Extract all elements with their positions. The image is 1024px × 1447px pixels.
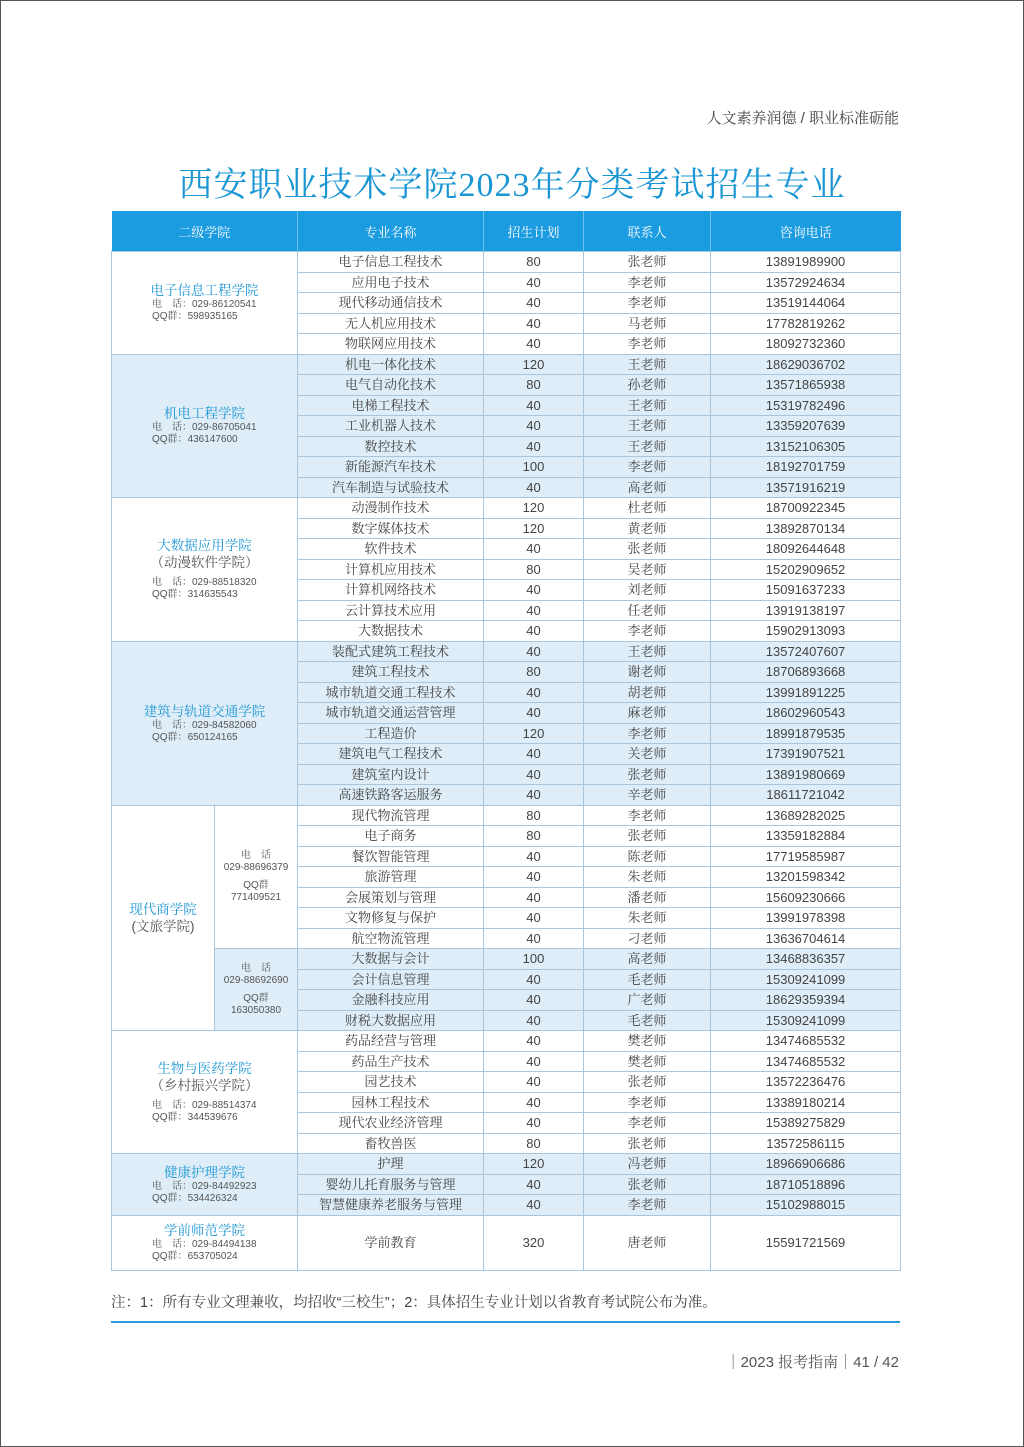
contact-phone: 13474685532 [711, 1031, 901, 1052]
plan-count: 40 [484, 436, 584, 457]
plan-count: 40 [484, 846, 584, 867]
contact-phone: 18602960543 [711, 703, 901, 724]
major-name: 园艺技术 [298, 1072, 484, 1093]
major-name: 电梯工程技术 [298, 395, 484, 416]
plan-count: 40 [484, 928, 584, 949]
major-name: 云计算技术应用 [298, 600, 484, 621]
plan-count: 40 [484, 416, 584, 437]
majors-table [111, 211, 901, 1271]
col-contact: 联系人 [584, 211, 711, 252]
major-name: 畜牧兽医 [298, 1133, 484, 1154]
contact-person: 朱老师 [584, 908, 711, 929]
major-name: 高速铁路客运服务 [298, 785, 484, 806]
plan-count: 40 [484, 293, 584, 314]
college-name: 机电工程学院 [164, 406, 245, 422]
plan-count: 40 [484, 908, 584, 929]
contact-person: 马老师 [584, 313, 711, 334]
contact-phone: 13991978398 [711, 908, 901, 929]
college-name: 学前师范学院 [164, 1223, 245, 1238]
plan-count: 80 [484, 1133, 584, 1154]
table-row [112, 949, 901, 970]
contact-person: 黄老师 [584, 518, 711, 539]
plan-count: 40 [484, 887, 584, 908]
contact-person: 杜老师 [584, 498, 711, 519]
contact-phone: 13468836357 [711, 949, 901, 970]
college-phone [112, 720, 297, 732]
phone-value: 029-86705041 [192, 422, 257, 434]
col-plan: 招生计划 [484, 211, 584, 252]
contact-phone: 15609230666 [711, 887, 901, 908]
major-name: 汽车制造与试验技术 [298, 477, 484, 498]
phone-value: 029-84582060 [192, 719, 257, 731]
phone-label: 电 话： [152, 1100, 192, 1111]
contact-phone: 15389275829 [711, 1113, 901, 1134]
plan-count: 40 [484, 395, 584, 416]
qq-label: QQ群： [152, 1192, 188, 1204]
contact-person: 张老师 [584, 539, 711, 560]
major-name: 工业机器人技术 [298, 416, 484, 437]
plan-count: 40 [484, 867, 584, 888]
phone-value: 029-88518320 [192, 577, 257, 589]
plan-count: 40 [484, 764, 584, 785]
contact-person: 唐老师 [584, 1215, 711, 1270]
contact-person: 潘老师 [584, 887, 711, 908]
college-phone [112, 1181, 297, 1193]
contact-person: 朱老师 [584, 867, 711, 888]
col-college: 二级学院 [112, 211, 298, 252]
qq-value: 163050380 [230, 1004, 282, 1016]
college-cell [112, 354, 298, 498]
plan-count: 100 [484, 457, 584, 478]
divider [111, 1321, 900, 1323]
contact-phone: 13689282025 [711, 805, 901, 826]
phone-label: 电 话： [152, 1239, 192, 1250]
contact-phone: 13359182884 [711, 826, 901, 847]
major-name: 智慧健康养老服务与管理 [298, 1195, 484, 1216]
qq-label: QQ群： [152, 311, 188, 323]
plan-count: 40 [484, 682, 584, 703]
contact-phone: 18700922345 [711, 498, 901, 519]
major-name: 建筑室内设计 [298, 764, 484, 785]
contact-phone: 18710518896 [711, 1174, 901, 1195]
college-cell [112, 1154, 298, 1216]
major-name: 无人机应用技术 [298, 313, 484, 334]
contact-person: 王老师 [584, 395, 711, 416]
plan-count: 80 [484, 375, 584, 396]
contact-phone: 17719585987 [711, 846, 901, 867]
contact-person: 谢老师 [584, 662, 711, 683]
page-title: 西安职业技术学院2023年分类考试招生专业 [178, 167, 846, 204]
contact-phone: 13359207639 [711, 416, 901, 437]
college-phone [112, 577, 297, 589]
major-name: 建筑电气工程技术 [298, 744, 484, 765]
contact-person: 王老师 [584, 641, 711, 662]
major-name: 旅游管理 [298, 867, 484, 888]
phone-label: 电 话： [152, 577, 192, 589]
major-name: 城市轨道交通运营管理 [298, 703, 484, 724]
contact-phone: 17391907521 [711, 744, 901, 765]
plan-count: 80 [484, 826, 584, 847]
phone-label: 电 话 [241, 849, 271, 861]
table-row [112, 641, 901, 662]
plan-count: 80 [484, 805, 584, 826]
phone-value: 029-88696379 [223, 861, 289, 873]
table-header [112, 211, 901, 252]
college-qq [112, 1193, 297, 1205]
college-cell [112, 498, 298, 642]
plan-count: 40 [484, 313, 584, 334]
major-name: 金融科技应用 [298, 990, 484, 1011]
contact-phone: 13519144064 [711, 293, 901, 314]
plan-count: 40 [484, 1092, 584, 1113]
major-name: 现代物流管理 [298, 805, 484, 826]
college-name: 大数据应用学院 [157, 538, 252, 554]
plan-count: 40 [484, 580, 584, 601]
table-row [112, 1215, 901, 1270]
contact-person: 李老师 [584, 1092, 711, 1113]
contact-phone: 18092732360 [711, 334, 901, 355]
plan-count: 40 [484, 1072, 584, 1093]
contact-person: 胡老师 [584, 682, 711, 703]
college-name: 电子信息工程学院 [150, 283, 259, 299]
plan-count: 80 [484, 252, 584, 273]
contact-phone: 13991891225 [711, 682, 901, 703]
plan-count: 40 [484, 272, 584, 293]
plan-count: 120 [484, 354, 584, 375]
plan-count: 40 [484, 1174, 584, 1195]
table-row [112, 1154, 901, 1175]
major-name: 城市轨道交通工程技术 [298, 682, 484, 703]
contact-person: 樊老师 [584, 1051, 711, 1072]
major-name: 计算机网络技术 [298, 580, 484, 601]
major-name: 会计信息管理 [298, 969, 484, 990]
plan-count: 40 [484, 641, 584, 662]
contact-person: 王老师 [584, 354, 711, 375]
qq-label: QQ群： [152, 1251, 188, 1262]
contact-phone: 13152106305 [711, 436, 901, 457]
plan-count: 40 [484, 1195, 584, 1216]
contact-person: 广老师 [584, 990, 711, 1011]
contact-person: 张老师 [584, 252, 711, 273]
contact-person: 刘老师 [584, 580, 711, 601]
contact-person: 李老师 [584, 1195, 711, 1216]
college-subname: （乡村振兴学院） [150, 1078, 259, 1093]
page-number: ｜2023 报考指南｜41 / 42 [725, 1354, 899, 1371]
contact-phone: 13572236476 [711, 1072, 901, 1093]
contact-person: 李老师 [584, 334, 711, 355]
plan-count: 80 [484, 662, 584, 683]
contact-phone: 18092644648 [711, 539, 901, 560]
major-name: 工程造价 [298, 723, 484, 744]
college-name: 健康护理学院 [164, 1164, 245, 1180]
contact-phone: 15591721569 [711, 1215, 901, 1270]
phone-label: 电 话： [152, 719, 192, 731]
college-qq [112, 1251, 297, 1263]
contact-phone: 15309241099 [711, 1010, 901, 1031]
plan-count: 120 [484, 498, 584, 519]
contact-phone: 13474685532 [711, 1051, 901, 1072]
plan-count: 40 [484, 990, 584, 1011]
college-phone [112, 422, 297, 434]
contact-person: 辛老师 [584, 785, 711, 806]
plan-count: 40 [484, 1051, 584, 1072]
college-qq [112, 311, 297, 323]
major-name: 电子信息工程技术 [298, 252, 484, 273]
contact-phone: 15202909652 [711, 559, 901, 580]
qq-value: 344539676 [187, 1112, 238, 1123]
plan-count: 40 [484, 600, 584, 621]
plan-count: 40 [484, 539, 584, 560]
contact-person: 毛老师 [584, 1010, 711, 1031]
college-qq [112, 589, 297, 601]
college-cell [112, 805, 215, 1031]
plan-count: 40 [484, 1031, 584, 1052]
college-cell [112, 1031, 298, 1154]
college-phone [112, 1100, 297, 1112]
table-row [112, 1031, 901, 1052]
col-major: 专业名称 [298, 211, 484, 252]
contact-phone: 15102988015 [711, 1195, 901, 1216]
contact-person: 张老师 [584, 764, 711, 785]
major-name: 餐饮智能管理 [298, 846, 484, 867]
college-cell [112, 641, 298, 805]
subgroup-contact-cell [215, 805, 298, 949]
contact-phone: 15319782496 [711, 395, 901, 416]
contact-phone: 17782819262 [711, 313, 901, 334]
major-name: 药品生产技术 [298, 1051, 484, 1072]
table-row [112, 252, 901, 273]
contact-person: 李老师 [584, 293, 711, 314]
contact-person: 任老师 [584, 600, 711, 621]
contact-person: 李老师 [584, 272, 711, 293]
plan-count: 40 [484, 1113, 584, 1134]
contact-person: 张老师 [584, 826, 711, 847]
plan-count: 120 [484, 723, 584, 744]
contact-person: 李老师 [584, 1113, 711, 1134]
contact-person: 王老师 [584, 416, 711, 437]
phone-value: 029-84494138 [192, 1239, 257, 1250]
phone-label: 电 话： [152, 299, 192, 311]
college-phone [112, 299, 297, 311]
major-name: 文物修复与保护 [298, 908, 484, 929]
contact-person: 王老师 [584, 436, 711, 457]
contact-person: 关老师 [584, 744, 711, 765]
major-name: 建筑工程技术 [298, 662, 484, 683]
college-name: 生物与医药学院 [157, 1061, 252, 1076]
table-row [112, 354, 901, 375]
plan-count: 120 [484, 1154, 584, 1175]
college-cell [112, 1215, 298, 1270]
qq-value: 771409521 [230, 891, 282, 903]
phone-value: 029-84492923 [192, 1180, 257, 1192]
qq-label: QQ群： [152, 589, 188, 601]
contact-phone: 18706893668 [711, 662, 901, 683]
major-name: 新能源汽车技术 [298, 457, 484, 478]
qq-label: QQ群： [152, 1112, 188, 1123]
plan-count: 40 [484, 621, 584, 642]
contact-person: 李老师 [584, 805, 711, 826]
major-name: 大数据技术 [298, 621, 484, 642]
contact-person: 刁老师 [584, 928, 711, 949]
major-name: 园林工程技术 [298, 1092, 484, 1113]
contact-phone: 13891980669 [711, 764, 901, 785]
phone-value: 029-86120541 [192, 299, 257, 311]
major-name: 现代移动通信技术 [298, 293, 484, 314]
phone-value: 029-88692690 [223, 974, 289, 986]
major-name: 现代农业经济管理 [298, 1113, 484, 1134]
contact-phone: 18629359394 [711, 990, 901, 1011]
qq-value: 650124165 [187, 731, 238, 743]
college-name: 建筑与轨道交通学院 [143, 703, 266, 719]
contact-phone: 13571865938 [711, 375, 901, 396]
plan-count: 40 [484, 744, 584, 765]
contact-person: 高老师 [584, 477, 711, 498]
contact-phone: 13572407607 [711, 641, 901, 662]
phone-label: 电 话： [152, 422, 192, 434]
major-name: 护理 [298, 1154, 484, 1175]
contact-person: 李老师 [584, 457, 711, 478]
contact-phone: 18629036702 [711, 354, 901, 375]
contact-person: 张老师 [584, 1174, 711, 1195]
contact-person: 孙老师 [584, 375, 711, 396]
contact-phone: 13572924634 [711, 272, 901, 293]
major-name: 数控技术 [298, 436, 484, 457]
plan-count: 120 [484, 518, 584, 539]
contact-phone: 18192701759 [711, 457, 901, 478]
contact-phone: 13571916219 [711, 477, 901, 498]
college-name: 现代商学院 [129, 901, 197, 917]
major-name: 动漫制作技术 [298, 498, 484, 519]
major-name: 大数据与会计 [298, 949, 484, 970]
contact-person: 吴老师 [584, 559, 711, 580]
qq-label: QQ群 [243, 879, 269, 891]
table-row [112, 498, 901, 519]
phone-value: 029-88514374 [192, 1100, 257, 1111]
contact-person: 麻老师 [584, 703, 711, 724]
major-name: 药品经营与管理 [298, 1031, 484, 1052]
major-name: 装配式建筑工程技术 [298, 641, 484, 662]
header-slogan: 人文素养润德 / 职业标准砺能 [706, 110, 899, 127]
college-qq [112, 1112, 297, 1124]
phone-label: 电 话 [241, 962, 271, 974]
major-name: 物联网应用技术 [298, 334, 484, 355]
contact-phone: 18966906686 [711, 1154, 901, 1175]
major-name: 机电一体化技术 [298, 354, 484, 375]
major-name: 数字媒体技术 [298, 518, 484, 539]
major-name: 婴幼儿托育服务与管理 [298, 1174, 484, 1195]
plan-count: 40 [484, 334, 584, 355]
plan-count: 80 [484, 559, 584, 580]
contact-phone: 13201598342 [711, 867, 901, 888]
contact-person: 张老师 [584, 1133, 711, 1154]
qq-value: 534426324 [187, 1192, 238, 1204]
col-phone: 咨询电话 [711, 211, 901, 252]
college-subname: （动漫软件学院） [150, 555, 259, 571]
phone-label: 电 话： [152, 1180, 192, 1192]
college-phone [112, 1239, 297, 1251]
contact-phone: 13636704614 [711, 928, 901, 949]
contact-phone: 18611721042 [711, 785, 901, 806]
contact-phone: 13919138197 [711, 600, 901, 621]
contact-phone: 13891989900 [711, 252, 901, 273]
subgroup-contact-cell [215, 949, 298, 1031]
qq-label: QQ群： [152, 434, 188, 446]
plan-count: 100 [484, 949, 584, 970]
major-name: 应用电子技术 [298, 272, 484, 293]
qq-label: QQ群 [243, 992, 269, 1004]
contact-phone: 13389180214 [711, 1092, 901, 1113]
contact-person: 高老师 [584, 949, 711, 970]
contact-phone: 18991879535 [711, 723, 901, 744]
major-name: 学前教育 [298, 1215, 484, 1270]
college-qq [112, 434, 297, 446]
plan-count: 40 [484, 969, 584, 990]
plan-count: 40 [484, 785, 584, 806]
qq-value: 314635543 [187, 589, 238, 601]
contact-person: 冯老师 [584, 1154, 711, 1175]
major-name: 软件技术 [298, 539, 484, 560]
footnote: 注：1：所有专业文理兼收，均招收“三校生”；2：具体招生专业计划以省教育考试院公布为准。 [111, 1295, 717, 1311]
college-qq [112, 732, 297, 744]
contact-phone: 15902913093 [711, 621, 901, 642]
major-name: 电气自动化技术 [298, 375, 484, 396]
college-cell [112, 252, 298, 355]
table-row [112, 805, 901, 826]
qq-label: QQ群： [152, 731, 188, 743]
major-name: 财税大数据应用 [298, 1010, 484, 1031]
contact-person: 李老师 [584, 621, 711, 642]
major-name: 会展策划与管理 [298, 887, 484, 908]
plan-count: 40 [484, 477, 584, 498]
major-name: 航空物流管理 [298, 928, 484, 949]
plan-count: 40 [484, 1010, 584, 1031]
contact-person: 陈老师 [584, 846, 711, 867]
qq-value: 653705024 [187, 1251, 238, 1262]
contact-person: 李老师 [584, 723, 711, 744]
qq-value: 598935165 [187, 311, 238, 323]
contact-phone: 13892870134 [711, 518, 901, 539]
qq-value: 436147600 [187, 434, 238, 446]
major-name: 计算机应用技术 [298, 559, 484, 580]
contact-phone: 13572586115 [711, 1133, 901, 1154]
contact-person: 毛老师 [584, 969, 711, 990]
contact-person: 张老师 [584, 1072, 711, 1093]
plan-count: 320 [484, 1215, 584, 1270]
college-subname: (文旅学院) [131, 918, 195, 934]
contact-phone: 15309241099 [711, 969, 901, 990]
plan-count: 40 [484, 703, 584, 724]
contact-phone: 15091637233 [711, 580, 901, 601]
major-name: 电子商务 [298, 826, 484, 847]
contact-person: 樊老师 [584, 1031, 711, 1052]
